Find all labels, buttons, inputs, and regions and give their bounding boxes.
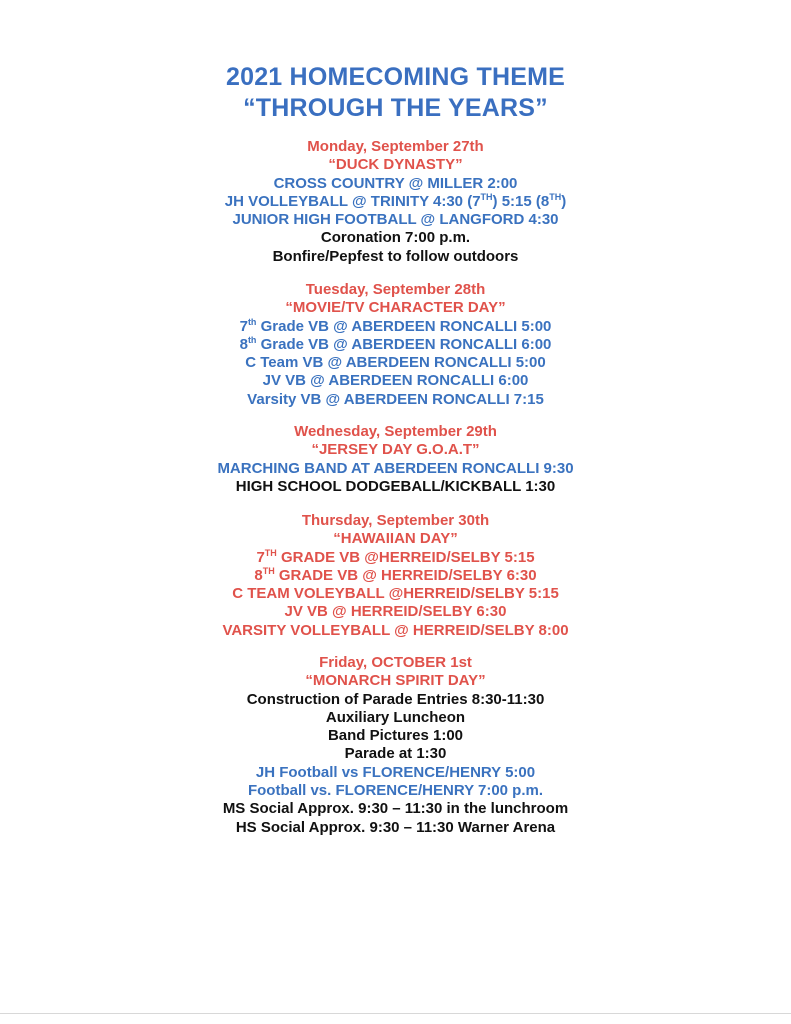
- event-line: Coronation 7:00 p.m.: [320, 229, 471, 247]
- event-line: HIGH SCHOOL DODGEBALL/KICKBALL 1:30: [235, 477, 556, 495]
- event-line: MS Social Approx. 9:30 – 11:30 in the lunchroom: [222, 800, 569, 818]
- day-friday: [0, 654, 791, 837]
- event-line: Varsity VB @ ABERDEEN RONCALLI 7:15: [247, 390, 544, 408]
- event-line: CROSS COUNTRY @ MILLER 2:00: [273, 174, 518, 192]
- day-tuesday: [0, 281, 791, 409]
- day-date: Thursday, September 30th: [301, 512, 490, 529]
- day-date: Monday, September 27th: [307, 138, 484, 155]
- event-line: JV VB @ HERREID/SELBY 6:30: [284, 603, 507, 621]
- day-theme: “HAWAIIAN DAY”: [333, 530, 458, 548]
- event-line: Football vs. FLORENCE/HENRY 7:00 p.m.: [247, 782, 544, 800]
- event-line: Auxiliary Luncheon: [325, 708, 466, 726]
- event-line: 8th Grade VB @ ABERDEEN RONCALLI 6:00: [239, 334, 552, 353]
- day-theme: “JERSEY DAY G.O.A.T”: [311, 441, 480, 459]
- event-line: JUNIOR HIGH FOOTBALL @ LANGFORD 4:30: [232, 211, 559, 229]
- day-date: Wednesday, September 29th: [294, 423, 497, 440]
- title-line-2: “THROUGH THE YEARS”: [243, 94, 548, 122]
- event-line: HS Social Approx. 9:30 – 11:30 Warner Arena: [235, 818, 556, 836]
- event-line: JH VOLLEYBALL @ TRINITY 4:30 (7TH) 5:15 (8TH): [224, 191, 567, 210]
- event-line: Band Pictures 1:00: [327, 727, 464, 745]
- event-line: Parade at 1:30: [344, 745, 447, 763]
- event-line: Bonfire/Pepfest to follow outdoors: [272, 247, 519, 265]
- title-line-1: 2021 HOMECOMING THEME: [226, 63, 565, 91]
- event-line: C Team VB @ ABERDEEN RONCALLI 5:00: [245, 354, 546, 372]
- event-line: JH Football vs FLORENCE/HENRY 5:00: [255, 763, 536, 781]
- day-date: Tuesday, September 28th: [305, 281, 486, 298]
- day-theme: “MONARCH SPIRIT DAY”: [305, 672, 486, 690]
- event-line: VARSITY VOLLEYBALL @ HERREID/SELBY 8:00: [222, 621, 569, 639]
- day-thursday: [0, 512, 791, 640]
- event-line: JV VB @ ABERDEEN RONCALLI 6:00: [262, 372, 529, 390]
- event-line: C TEAM VOLEYBALL @HERREID/SELBY 5:15: [232, 585, 559, 603]
- day-monday: [0, 138, 791, 266]
- event-line: 7TH GRADE VB @HERREID/SELBY 5:15: [256, 547, 535, 566]
- bottom-scan-edge: [0, 1013, 791, 1014]
- day-theme: “MOVIE/TV CHARACTER DAY”: [285, 299, 506, 317]
- day-date: Friday, OCTOBER 1st: [319, 654, 472, 671]
- event-line: 7th Grade VB @ ABERDEEN RONCALLI 5:00: [239, 316, 552, 335]
- day-theme: “DUCK DYNASTY”: [328, 156, 463, 174]
- event-line: MARCHING BAND AT ABERDEEN RONCALLI 9:30: [217, 459, 574, 477]
- event-line: 8TH GRADE VB @ HERREID/SELBY 6:30: [254, 565, 537, 584]
- event-line: Construction of Parade Entries 8:30-11:30: [246, 690, 545, 708]
- day-wednesday: [0, 423, 791, 496]
